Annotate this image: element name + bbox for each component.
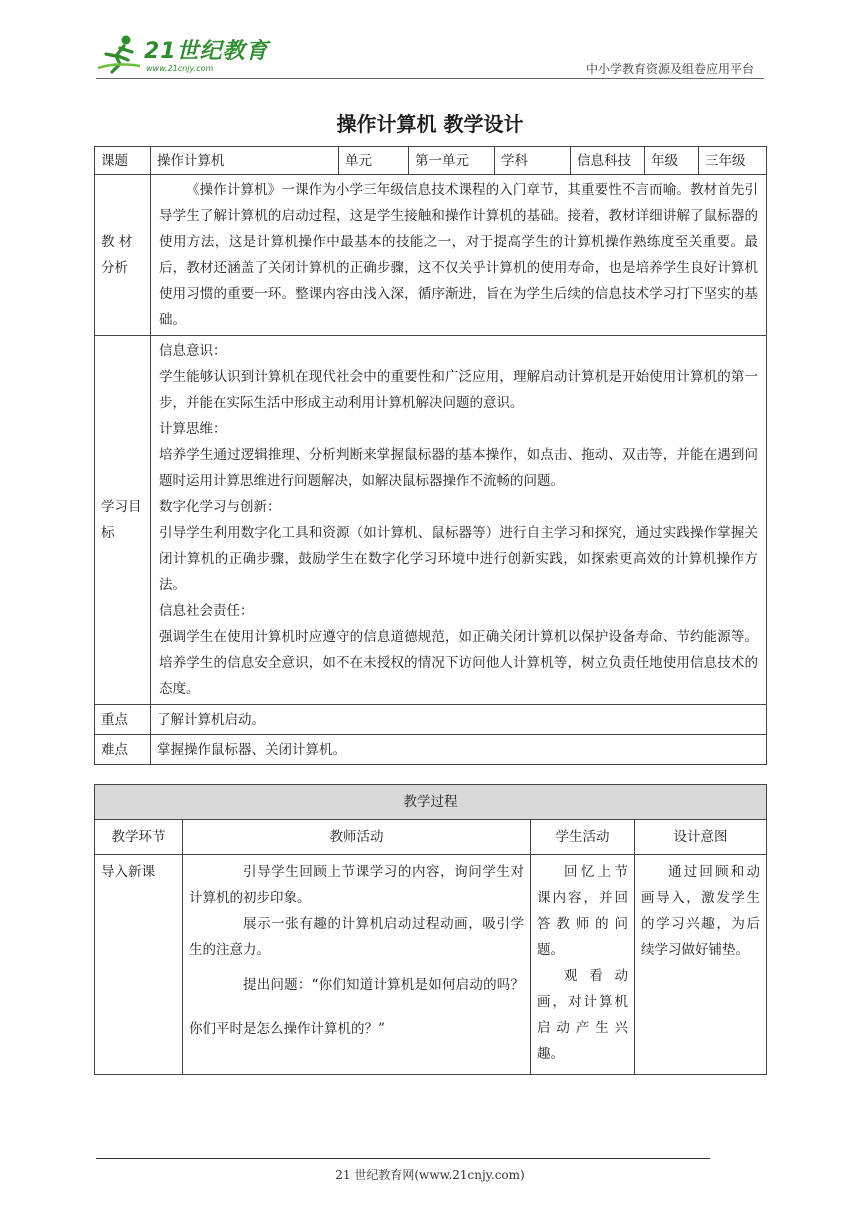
subject-label: 学科	[495, 147, 571, 175]
objective-text: 强调学生在使用计算机时应遵守的信息道德规范，如正确关闭计算机以保护设备寿命、节约能源等。培养学生的信息安全意识，如不在未授权的情况下访问他人计算机等，树立负责任地使用信息技术的态度。	[159, 629, 758, 697]
objectives-row	[95, 336, 767, 705]
column-header: 教学环节	[95, 820, 183, 855]
teaching-process-table	[94, 784, 767, 1075]
process-column-headers	[95, 820, 767, 855]
process-title-row	[95, 785, 767, 820]
teacher-activity-line: 提出问题：“你们知道计算机是如何启动的吗？你们平时是怎么操作计算机的？”	[189, 977, 524, 1037]
grade-label: 年级	[645, 147, 699, 175]
column-header: 设计意图	[635, 820, 767, 855]
topic-label: 课题	[95, 147, 151, 175]
design-intent-cell: 通过回顾和动画导入，激发学生的学习兴趣，为后续学习做好铺垫。	[635, 855, 767, 1075]
student-activity-line: 观看动画，对计算机启动产生兴趣。	[537, 968, 628, 1062]
teacher-activity-line: 引导学生回顾上节课学习的内容，询问学生对计算机的初步印象。	[189, 864, 524, 906]
runner-logo-icon	[96, 34, 142, 74]
topic-value: 操作计算机	[151, 147, 339, 175]
teacher-activity-line: 展示一张有趣的计算机启动过程动画，吸引学生的注意力。	[189, 916, 524, 958]
objective-text: 学生能够认识到计算机在现代社会中的重要性和广泛应用，理解启动计算机是开始使用计算机的第一步，并能在实际生活中形成主动利用计算机解决问题的意识。	[159, 369, 758, 411]
objectives-label: 学习目标	[95, 336, 151, 705]
analysis-text: 《操作计算机》一课作为小学三年级信息技术课程的入门章节，其重要性不言而喻。教材首先引导学生了解计算机的启动过程，这是学生接触和操作计算机的基础。接着，教材详细讲解了鼠标器的使用方法，这是计算机操作中最基本的技能之一，对于提高学生的计算机操作熟练度至关重要。最后，教材还涵盖了关闭计算机的正确步骤，这不仅关乎计算机的使用寿命，也是培养学生良好计算机使用习惯的重要一环。整课内容由浅入深，循序渐进，旨在为学生后续的信息技术学习打下坚实的基础。	[151, 175, 767, 336]
page-title: 操作计算机 教学设计	[336, 112, 524, 136]
objective-text: 引导学生利用数字化工具和资源（如计算机、鼠标器等）进行自主学习和探究，通过实践操作掌握关闭计算机的正确步骤，鼓励学生在数字化学习环境中进行创新实践，如探索更高效的计算机操作方法。	[159, 525, 758, 593]
key-point-label: 重点	[95, 705, 151, 735]
objective-heading: 数字化学习与创新：	[159, 499, 281, 515]
header-divider	[96, 78, 764, 79]
analysis-label: 教 材分析	[95, 175, 151, 336]
objective-heading: 信息意识：	[159, 343, 227, 359]
subject-value: 信息科技	[571, 147, 645, 175]
objectives-content	[151, 336, 767, 705]
platform-name: 中小学教育资源及组卷应用平台	[585, 62, 754, 76]
difficulty-row	[95, 735, 767, 765]
difficulty-text: 掌握操作鼠标器、关闭计算机。	[151, 735, 767, 765]
objective-text: 培养学生通过逻辑推理、分析判断来掌握鼠标器的基本操作，如点击、拖动、双击等，并能在遇到问题时运用计算思维进行问题解决，如解决鼠标器操作不流畅的问题。	[159, 447, 758, 489]
lesson-info-table	[94, 146, 767, 765]
key-point-row	[95, 705, 767, 735]
unit-label: 单元	[339, 147, 409, 175]
footer-divider	[96, 1158, 710, 1159]
process-row-intro	[95, 855, 767, 1075]
stage-cell: 导入新课	[95, 855, 183, 1075]
grade-value: 三年级	[699, 147, 767, 175]
site-logo	[96, 32, 269, 78]
objective-heading: 信息社会责任：	[159, 603, 254, 619]
footer-text: 21 世纪教育网(www.21cnjy.com)	[335, 1168, 525, 1182]
student-activity-cell	[531, 855, 635, 1075]
info-row	[95, 147, 767, 175]
student-activity-line: 回忆上节课内容，并回答教师的问题。	[537, 864, 628, 958]
process-title: 教学过程	[95, 785, 767, 820]
logo-text: 21世纪教育	[144, 39, 269, 64]
difficulty-label: 难点	[95, 735, 151, 765]
objective-heading: 计算思维：	[159, 421, 227, 437]
column-header: 教师活动	[183, 820, 531, 855]
unit-value: 第一单元	[409, 147, 495, 175]
key-point-text: 了解计算机启动。	[151, 705, 767, 735]
logo-url: www.21cnjy.com	[146, 64, 214, 73]
teacher-activity-cell	[183, 855, 531, 1075]
column-header: 学生活动	[531, 820, 635, 855]
analysis-row	[95, 175, 767, 336]
